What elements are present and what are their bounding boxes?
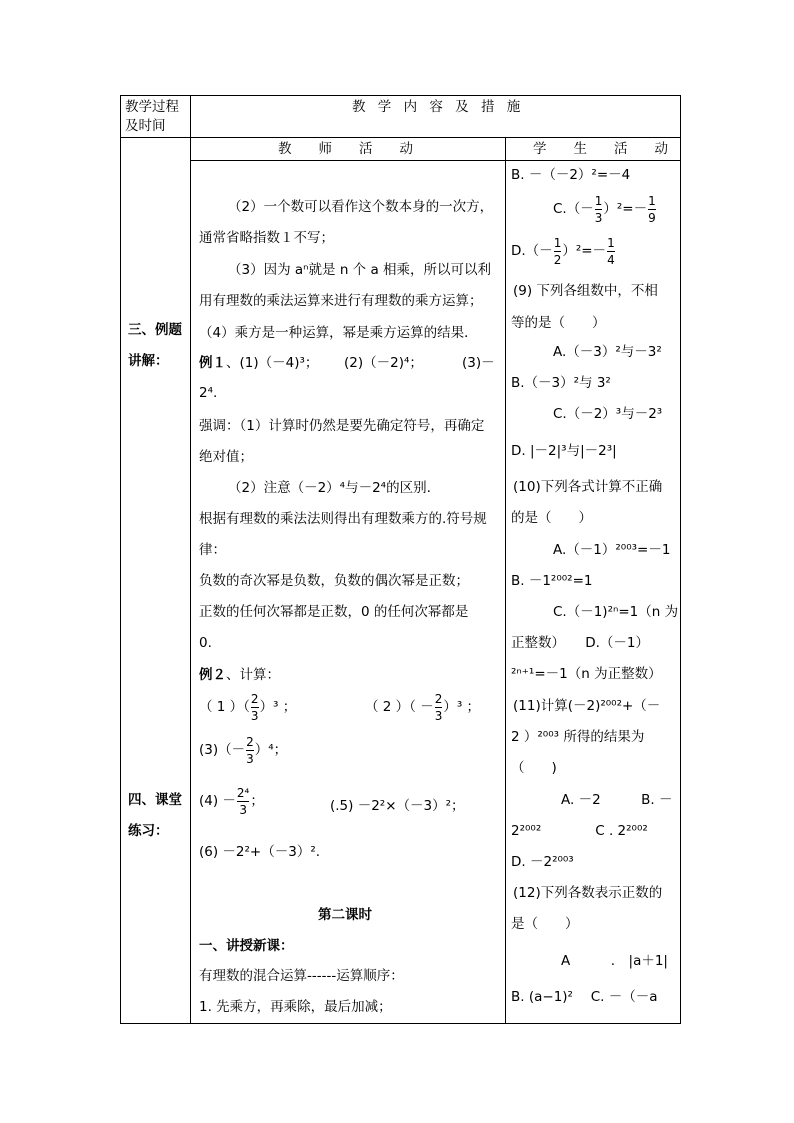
q10-option-c: C.（－1)²ⁿ=1（n 为 [553, 604, 679, 620]
teacher-p4: （4）乘方是一种运算，幂是乘方运算的结果． [199, 325, 478, 341]
q11-option-a: A. －2 B. － [561, 792, 673, 808]
example1-part4: 2⁴. [199, 385, 218, 401]
q8-option-d: D.（－ $\frac{1}{2}$ ）²=－ $\frac{1}{4}$ [511, 236, 615, 267]
q10-stem-a: (10)下列各式计算不正确 [513, 479, 663, 495]
example1-label: 例１ [199, 355, 226, 371]
table-border-bottom [120, 1023, 681, 1024]
fraction: $\frac{1}{9}$ [648, 194, 656, 225]
teacher-p2a: （2）一个数可以看作这个数本身的一次方， [228, 199, 494, 215]
example2-item1: （ 1 ）（ $\frac{2}{3}$ ）³ ； [199, 692, 297, 723]
example1-part3: (3)－ [462, 355, 495, 371]
lesson2-heading: 第二课时 [318, 907, 372, 923]
q12-option-b: B. (a−1)² C. －（－a [511, 989, 658, 1005]
q9-option-c: C.（－2）³与－2³ [553, 406, 663, 422]
table-border-left [120, 95, 121, 1024]
table-divider-col1 [190, 95, 191, 1024]
header-teacher: 教 师 活 动 [278, 141, 413, 157]
teacher-p2b: 通常省略指数１不写； [199, 230, 334, 246]
q10-option-d: ²ⁿ⁺¹=－1（n 为正整数） [511, 666, 662, 682]
q11-stem-c: （ ) [511, 760, 557, 776]
example2-item2: （ 2 ）（ － $\frac{2}{3}$ ）³ ； [365, 692, 481, 723]
q10-stem-b: 的是（ ） [511, 510, 592, 526]
example2-title: 、计算： [226, 667, 280, 683]
section1-heading: 一、讲授新课： [199, 938, 294, 954]
q12-stem-a: (12)下列各数表示正数的 [513, 885, 663, 901]
q11-stem-b: 2 ）²⁰⁰³ 所得的结果为 [511, 729, 645, 745]
q9-option-d: D. |－2|³与|－2³| [511, 443, 617, 459]
teacher-rule-b: 律： [199, 542, 226, 558]
q12-stem-b: 是（ ） [511, 916, 579, 932]
label-practice-2: 练习： [128, 823, 169, 839]
q11-option-b: 2²⁰⁰² C . 2²⁰⁰² [511, 823, 648, 839]
header-col1-line2: 及时间 [125, 118, 166, 134]
table-divider-subheader [190, 160, 681, 161]
fraction: $\frac{2}{3}$ [246, 735, 254, 766]
q9-option-a: A.（－3）²与－3² [553, 344, 662, 360]
teacher-rule-e: 0. [199, 635, 212, 651]
teacher-rule-c: 负数的奇次幂是负数，负数的偶次幂是正数； [199, 573, 469, 589]
fraction: $\frac{1}{4}$ [607, 236, 615, 267]
teacher-rule-d: 正数的任何次幂都是正数，0 的任何次幂都是 [199, 604, 469, 620]
teacher-rule-a: 根据有理数的乘法法则得出有理数乘方的.符号规 [199, 511, 487, 527]
q8-option-c: C.（－ $\frac{1}{3}$ ）²=－ $\frac{1}{9}$ [553, 194, 656, 225]
q12-option-a: A . |a＋1| [561, 953, 668, 969]
fraction: $\frac{1}{3}$ [594, 194, 603, 225]
q10-option-b: B. －1²⁰⁰²=1 [511, 573, 593, 589]
table-divider-col2 [505, 137, 506, 1024]
label-example-1: 三、例题 [128, 322, 182, 338]
example2-item6: (6) －2²+（－3）². [199, 844, 321, 860]
q11-option-d: D. －2²⁰⁰³ [511, 854, 574, 870]
fraction: $\frac{\text{2⁴}}{3}$ [236, 786, 250, 817]
teacher-emphasis-2: （2）注意（－2）⁴与－2⁴的区别. [228, 480, 431, 496]
table-divider-header [120, 137, 681, 138]
q9-stem-b: 等的是（ ） [511, 315, 606, 331]
q10-option-a: A.（－1）²⁰⁰³=－1 [553, 542, 671, 558]
example1-part2: (2)（－2)⁴； [344, 355, 423, 371]
header-student: 学 生 活 动 [533, 141, 668, 157]
q8-option-b: B. －（－2）²=－4 [511, 167, 631, 183]
label-example-2: 讲解： [128, 353, 169, 369]
q10-option-c2: 正整数） D.（－1） [511, 635, 650, 651]
header-col1-line1: 教学过程 [125, 99, 179, 115]
example1-part1: 、(1)（－4)³； [226, 355, 319, 371]
q11-stem-a: (11)计算(－2)²⁰⁰²+（－ [513, 698, 661, 714]
teacher-p3a: （3）因为 aⁿ就是 n 个 a 相乘，所以可以利 [228, 262, 492, 278]
fraction: $\frac{1}{2}$ [553, 236, 562, 267]
teacher-emphasis-1b: 绝对值； [199, 449, 253, 465]
example2-label: 例２ [199, 667, 226, 683]
example2-title-line [199, 669, 280, 683]
q9-option-b: B.（－3）²与 3² [511, 375, 611, 391]
example2-item3: (3)（－ $\frac{2}{3}$ ）⁴； [199, 735, 288, 766]
example1-line [199, 357, 318, 371]
label-practice-1: 四、课堂 [128, 792, 182, 808]
header-title: 教 学 内 容 及 措 施 [352, 99, 525, 115]
fraction: $\frac{2}{3}$ [434, 692, 443, 723]
order-rule-1: 1. 先乘方，再乘除，最后加减； [199, 999, 392, 1015]
teacher-p3b: 用有理数的乘法运算来进行有理数的乘方运算； [199, 293, 483, 309]
example2-item4: (4) － $\frac{\text{2⁴}}{3}$ ； [199, 786, 264, 817]
table-border-right [680, 95, 681, 1024]
table-border-top [120, 95, 681, 96]
fraction: $\frac{2}{3}$ [250, 692, 259, 723]
order-heading: 有理数的混合运算------运算顺序： [199, 968, 404, 984]
teacher-emphasis-1a: 强调：（1）计算时仍然是要先确定符号，再确定 [199, 418, 485, 434]
example2-item5: (.5) －2²×（－3）²； [330, 798, 465, 814]
q9-stem-a: (9) 下列各组数中，不相 [513, 283, 658, 299]
